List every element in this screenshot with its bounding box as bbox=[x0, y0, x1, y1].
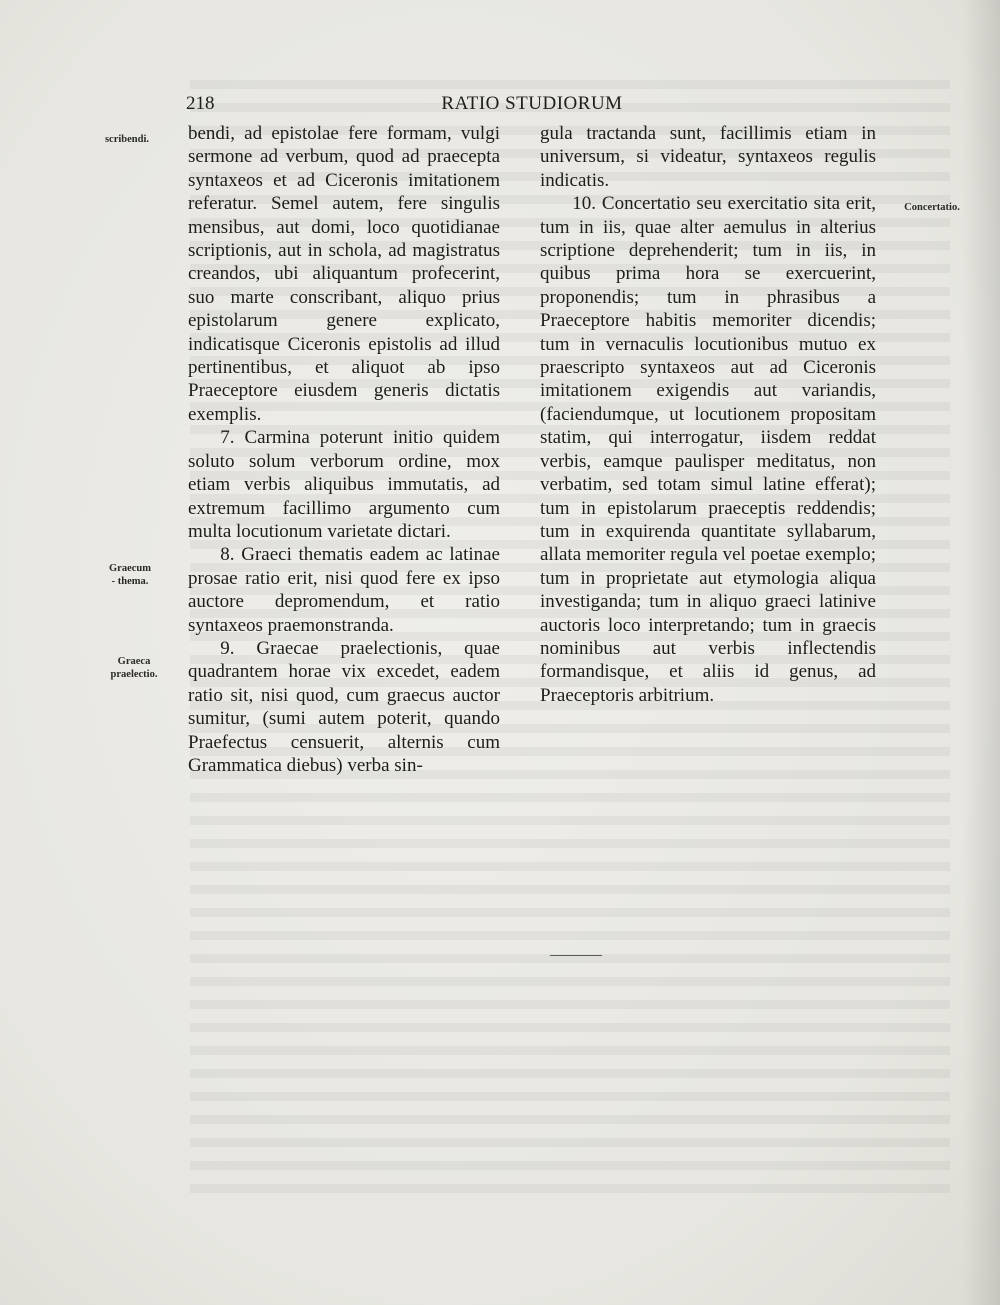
margin-note-scribendi: scribendi. bbox=[104, 134, 150, 145]
paragraph-10: 10. Concertatio seu exercitatio sita erit, tum in iis, quae alter aemulus in alterius scriptione deprehenderit; tum in iis, in quibus prima hora se exercuerint, proponendis; tum in phrasibus a Praeceptore habitis memoriter dicendis; tum in vernaculis locutionibus mutuo ex praescripto syntaxeos aut ad Ciceronis imitationem exigendis aut variandis, (faciendumque, ut locutionem propositam statim, qui interrogatur, iisdem reddat verbis, eamque paulisper meditatus, non verbatim, sed totam simul latine efferat); tum in epistolarum praeceptis reddendis; tum in exquirenda quantitate syllabarum, allata memoriter regula vel poetae exemplo; tum in proprietate aut etymologia aliqua investiganda; tum in aliquo graeci latinive auctoris loco interpretando; tum in graecis nominibus aut verbis inflectendis formandisque, et aliis id genus, ad Praeceptoris arbitrium. bbox=[540, 193, 876, 706]
paragraph-9: 9. Graecae praelectionis, quae quadrantem horae vix excedet, eadem ratio sit, nisi quod, cum graecus auctor sumitur, (sumi autem poterit, quando Praefectus censuerit, alternis cum Grammatica diebus) verba sin- bbox=[188, 637, 500, 776]
margin-note-graecum-thema: Graecum - thema. bbox=[109, 563, 151, 587]
paragraph-continuation: bendi, ad epistolae fere formam, vulgi sermone ad verbum, quod ad praecepta syntaxeos et ad Ciceronis imitationem referatur. Semel autem, fere singulis mensibus, aut domi, loco quotidianae scriptionis, aut in schola, ad magistratus creandos, ubi aliquantum profecerint, suo marte conscribant, aliquo prius epistolarum genere explicato, indicatisque Ciceronis epistolis ad illud pertinentibus, et aliquot ab ipso Praeceptore eiusdem generis dictatis exemplis. bbox=[188, 123, 500, 425]
page-header bbox=[186, 93, 878, 121]
margin-note-concertatio: Concertatio. bbox=[904, 202, 960, 213]
paragraph-7: 7. Carmina poterunt initio quidem soluto solum verborum ordine, mox etiam verbis aliquibus immutatis, ad extremum facillimo argumento cum multa locutionum varietate dictari. bbox=[188, 427, 500, 542]
margin-note-graeca-praelectio: Graeca praelectio. bbox=[110, 656, 158, 680]
page-edge-shadow bbox=[962, 0, 1000, 1305]
right-text-column bbox=[540, 122, 876, 707]
paragraph-9-continuation: gula tractanda sunt, facillimis etiam in universum, si videatur, syntaxeos regulis indicatis. bbox=[540, 123, 876, 191]
left-text-column bbox=[188, 122, 500, 777]
page-number: 218 bbox=[186, 93, 215, 114]
section-end-rule bbox=[550, 955, 602, 956]
running-head: RATIO STUDIORUM bbox=[441, 93, 623, 114]
paragraph-8: 8. Graeci thematis eadem ac latinae prosae ratio erit, nisi quod fere ex ipso auctore depromendum, et ratio syntaxeos praemonstranda. bbox=[188, 544, 500, 636]
